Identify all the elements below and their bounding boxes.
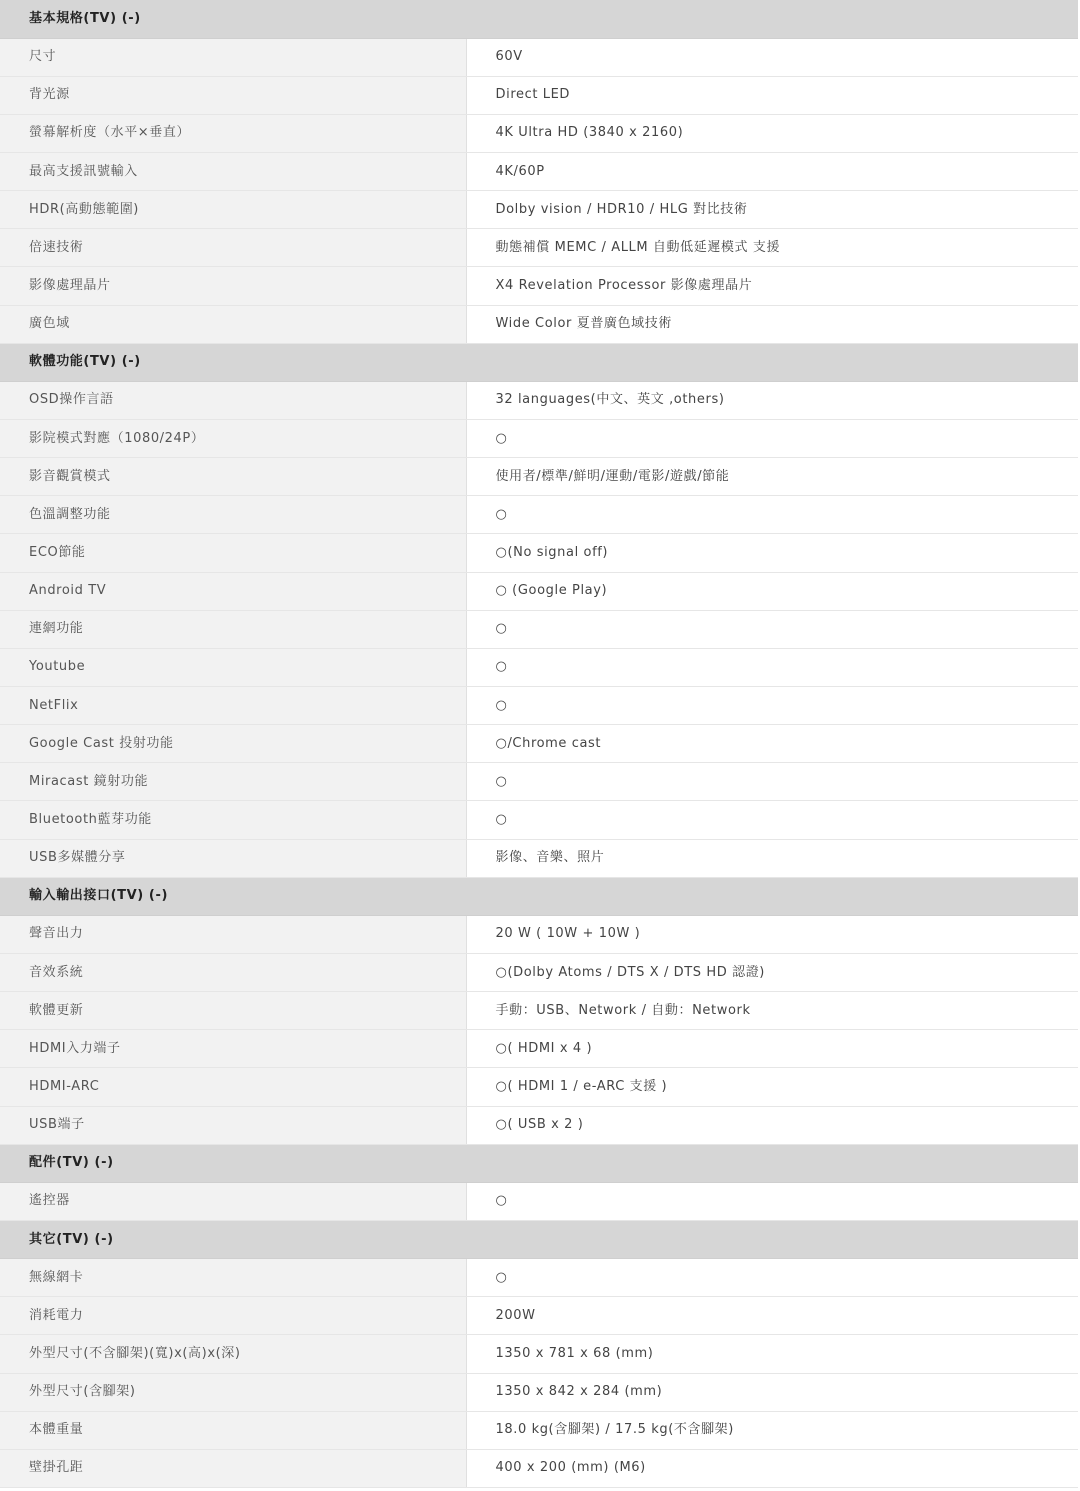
spec-value: ○ <box>466 610 1078 648</box>
spec-value: X4 Revelation Processor 影像處理晶片 <box>466 267 1078 305</box>
spec-label: 最高支援訊號輸入 <box>0 153 466 191</box>
spec-label: 影音觀賞模式 <box>0 458 466 496</box>
spec-value: 18.0 kg(含腳架) / 17.5 kg(不含腳架) <box>466 1411 1078 1449</box>
spec-row <box>0 420 1078 458</box>
spec-label: 尺寸 <box>0 38 466 76</box>
spec-row <box>0 954 1078 992</box>
spec-label: ECO節能 <box>0 534 466 572</box>
spec-row <box>0 305 1078 343</box>
spec-label: 連網功能 <box>0 610 466 648</box>
section-title: 軟體功能(TV) (-) <box>0 343 1078 381</box>
spec-row <box>0 1297 1078 1335</box>
spec-value: ○( HDMI 1 / e-ARC 支援 ) <box>466 1068 1078 1106</box>
spec-value: 4K Ultra HD (3840 x 2160) <box>466 114 1078 152</box>
spec-label: 影院模式對應（1080/24P） <box>0 420 466 458</box>
spec-label: 軟體更新 <box>0 992 466 1030</box>
spec-value: ○/Chrome cast <box>466 725 1078 763</box>
spec-value: ○ <box>466 1259 1078 1297</box>
spec-label: 音效系統 <box>0 954 466 992</box>
spec-row <box>0 229 1078 267</box>
spec-row <box>0 915 1078 953</box>
spec-value: ○( USB x 2 ) <box>466 1106 1078 1144</box>
section-header-row <box>0 877 1078 915</box>
spec-value: 32 languages(中文、英文 ,others) <box>466 381 1078 419</box>
section-title: 配件(TV) (-) <box>0 1144 1078 1182</box>
spec-row <box>0 191 1078 229</box>
spec-row <box>0 687 1078 725</box>
spec-row <box>0 1182 1078 1220</box>
spec-value: ○ <box>466 687 1078 725</box>
spec-label: Google Cast 投射功能 <box>0 725 466 763</box>
spec-value: Direct LED <box>466 76 1078 114</box>
spec-value: ○ <box>466 420 1078 458</box>
spec-value: ○(No signal off) <box>466 534 1078 572</box>
spec-value: 1350 x 842 x 284 (mm) <box>466 1373 1078 1411</box>
spec-value: ○ <box>466 1182 1078 1220</box>
section-title: 基本規格(TV) (-) <box>0 0 1078 38</box>
spec-row <box>0 801 1078 839</box>
spec-value: ○( HDMI x 4 ) <box>466 1030 1078 1068</box>
spec-row <box>0 1068 1078 1106</box>
spec-row <box>0 648 1078 686</box>
spec-value: ○(Dolby Atoms / DTS X / DTS HD 認證) <box>466 954 1078 992</box>
spec-row <box>0 1106 1078 1144</box>
spec-label: 外型尺寸(含腳架) <box>0 1373 466 1411</box>
spec-label: 影像處理晶片 <box>0 267 466 305</box>
spec-row <box>0 763 1078 801</box>
spec-label: OSD操作言語 <box>0 381 466 419</box>
section-header-row <box>0 343 1078 381</box>
spec-value: 4K/60P <box>466 153 1078 191</box>
spec-row <box>0 572 1078 610</box>
spec-label: 倍速技術 <box>0 229 466 267</box>
spec-label: Miracast 鏡射功能 <box>0 763 466 801</box>
spec-label: 本體重量 <box>0 1411 466 1449</box>
spec-label: 螢幕解析度（水平×垂直） <box>0 114 466 152</box>
section-header-row <box>0 1144 1078 1182</box>
spec-value: 手動：USB、Network / 自動：Network <box>466 992 1078 1030</box>
spec-value: Wide Color 夏普廣色域技術 <box>466 305 1078 343</box>
spec-label: 壁掛孔距 <box>0 1449 466 1487</box>
spec-row <box>0 534 1078 572</box>
spec-label: 背光源 <box>0 76 466 114</box>
spec-row <box>0 267 1078 305</box>
spec-row <box>0 839 1078 877</box>
spec-value: 使用者/標準/鮮明/運動/電影/遊戲/節能 <box>466 458 1078 496</box>
spec-row <box>0 725 1078 763</box>
section-header-row <box>0 0 1078 38</box>
spec-value: 200W <box>466 1297 1078 1335</box>
spec-row <box>0 38 1078 76</box>
spec-value: 400 x 200 (mm) (M6) <box>466 1449 1078 1487</box>
spec-row <box>0 1449 1078 1487</box>
spec-row <box>0 496 1078 534</box>
spec-value: Dolby vision / HDR10 / HLG 對比技術 <box>466 191 1078 229</box>
spec-value: 60V <box>466 38 1078 76</box>
spec-label: Android TV <box>0 572 466 610</box>
spec-label: 消耗電力 <box>0 1297 466 1335</box>
spec-value: ○ <box>466 648 1078 686</box>
spec-label: HDMI-ARC <box>0 1068 466 1106</box>
spec-value: 1350 x 781 x 68 (mm) <box>466 1335 1078 1373</box>
spec-label: 色溫調整功能 <box>0 496 466 534</box>
spec-row <box>0 153 1078 191</box>
spec-label: HDMI入力端子 <box>0 1030 466 1068</box>
spec-row <box>0 1411 1078 1449</box>
spec-value: ○ <box>466 801 1078 839</box>
section-title: 輸入輸出接口(TV) (-) <box>0 877 1078 915</box>
spec-row <box>0 114 1078 152</box>
spec-row <box>0 1335 1078 1373</box>
spec-value: ○ (Google Play) <box>466 572 1078 610</box>
spec-row <box>0 458 1078 496</box>
spec-label: HDR(高動態範圍) <box>0 191 466 229</box>
spec-row <box>0 76 1078 114</box>
spec-label: 廣色域 <box>0 305 466 343</box>
spec-label: Youtube <box>0 648 466 686</box>
spec-label: USB端子 <box>0 1106 466 1144</box>
spec-value: 動態補償 MEMC / ALLM 自動低延遲模式 支援 <box>466 229 1078 267</box>
spec-row <box>0 1373 1078 1411</box>
spec-value: 影像、音樂、照片 <box>466 839 1078 877</box>
spec-label: 外型尺寸(不含腳架)(寬)x(高)x(深) <box>0 1335 466 1373</box>
section-header-row <box>0 1221 1078 1259</box>
spec-label: USB多媒體分享 <box>0 839 466 877</box>
spec-row <box>0 992 1078 1030</box>
spec-value: ○ <box>466 496 1078 534</box>
spec-label: NetFlix <box>0 687 466 725</box>
spec-value: ○ <box>466 763 1078 801</box>
spec-value: 20 W ( 10W + 10W ) <box>466 915 1078 953</box>
spec-label: Bluetooth藍芽功能 <box>0 801 466 839</box>
spec-row <box>0 381 1078 419</box>
spec-row <box>0 1259 1078 1297</box>
spec-label: 無線網卡 <box>0 1259 466 1297</box>
spec-row <box>0 1030 1078 1068</box>
section-title: 其它(TV) (-) <box>0 1221 1078 1259</box>
spec-label: 遙控器 <box>0 1182 466 1220</box>
spec-row <box>0 610 1078 648</box>
spec-label: 聲音出力 <box>0 915 466 953</box>
